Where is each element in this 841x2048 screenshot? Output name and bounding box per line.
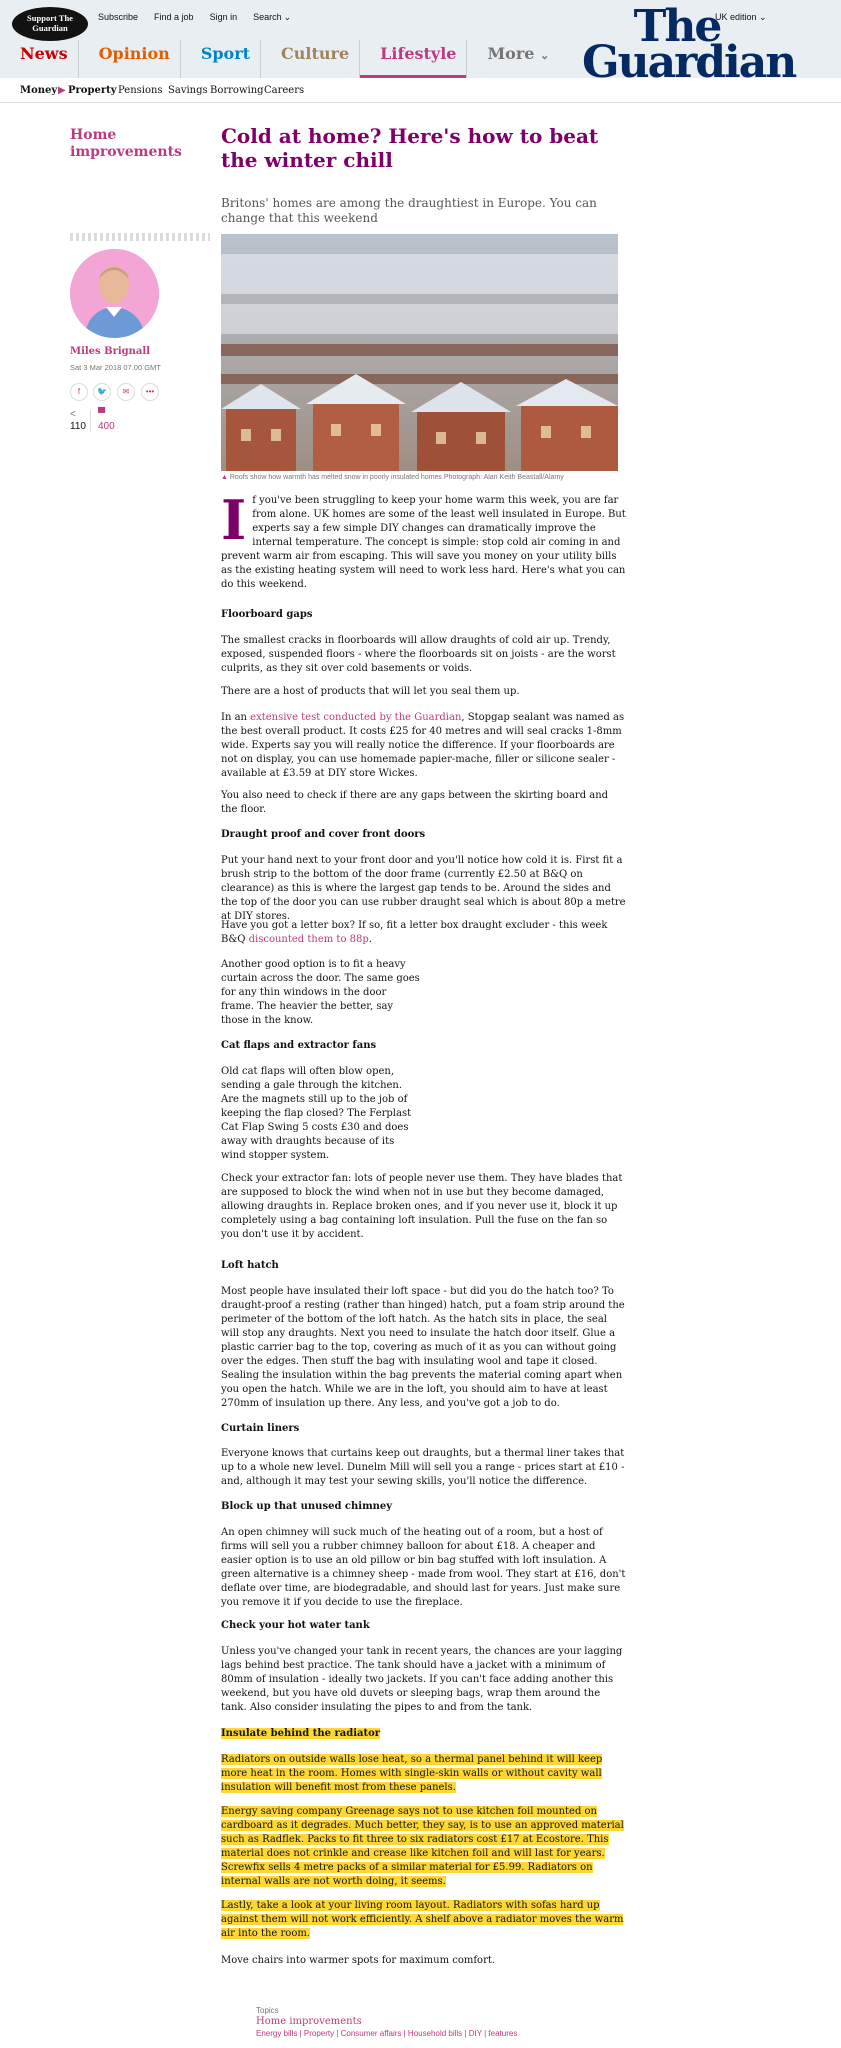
highlighted-text: Energy saving company Greenage says not to use kitchen foil mounted on cardboard as it degrades. Much better, they say, is to use an approved material such as Radflek. Packs to fit three to six radiators cost £17 at Ecostore. This material does not crinkle and crease like kitchen foil and will last for years. Screwfix sells 4 metre packs of a similar material for £5.99. Radiators on internal walls are not worth doing, it seems. — [221, 1806, 624, 1887]
logo-line-1: The — [633, 1, 721, 52]
search-label: Search — [253, 12, 282, 22]
topic-home-improvements[interactable]: Home improvements — [256, 2016, 362, 2027]
subheading-cat-flaps: Cat flaps and extractor fans — [221, 1040, 377, 1051]
image-caption — [221, 474, 621, 481]
sign-in-link[interactable]: Sign in — [209, 12, 238, 22]
paragraph: The smallest cracks in floorboards will allow draughts of cold air up. Trendy, exposed, suspended floors - where the floorboards sit on joists - are the worst culprits, as they sit over cold basements or voids. — [221, 635, 616, 674]
subheading-chimney: Block up that unused chimney — [221, 1501, 393, 1512]
subheading-hot-water-tank: Check your hot water tank — [221, 1620, 370, 1631]
triangle-icon: ▶ — [58, 85, 66, 96]
highlighted-text: Radiators on outside walls lose heat, so a thermal panel behind it will keep more heat in the room. Homes with single-skin walls or without cavity wall insulation will benefit most from these panels. — [221, 1754, 603, 1793]
author-photo — [70, 249, 159, 338]
pillar-news[interactable]: News — [20, 44, 68, 63]
author-avatar[interactable] — [70, 249, 159, 338]
paragraph: Put your hand next to your front door and you'll notice how cold it is. First fit a brush strip to the bottom of the door frame (currently £2.50 at B&Q on clearance) as this is where the largest gap tends to be. Around the sides and the top of the door you can use rubber draught seal which is about 80p a metre at DIY stores. — [221, 855, 626, 922]
paragraph: Everyone knows that curtains keep out draughts, but a thermal liner takes that up to a whole new level. Dunelm Mill will sell you a range - prices start at £10 - and, although it may test your sewing skills, you'll notice the difference. — [221, 1448, 625, 1487]
section-label[interactable]: Home improvements — [70, 127, 182, 160]
email-icon[interactable]: ✉ — [117, 383, 135, 401]
chevron-down-icon: ⌄ — [759, 12, 767, 22]
paragraph: There are a host of products that will let you seal them up. — [221, 686, 520, 697]
subheading-radiator — [221, 1728, 380, 1739]
discount-link[interactable]: discounted them to 88p — [248, 934, 369, 945]
text: In an — [221, 712, 251, 723]
paragraph: Most people have insulated their loft space - but did you do the hatch too? To draught-proof a resting (rather than hinged) hatch, put a foam strip around the perimeter of the bottom of the loft hatch. As the hatch sits in place, the seal will stop any draughts. Next you need to insulate the hatch door itself. Glue a plastic carrier bag to the top, covering as much of it as you can without going over the edges. Then stuff the bag with insulating wool and tape it closed. Sealing the insulation within the bag prevents the material coming apart when you open the hatch. While we are in the loft, you should aim to have at least 270mm of insulation up there. Any less, and you've got a job to do. — [221, 1286, 625, 1409]
paragraph — [221, 1753, 626, 1795]
snowy-roofs-photo — [221, 234, 618, 471]
intro-text: f you've been struggling to keep your home warm this week, you are far from alone. UK homes are some of the least well insulated in Europe. But experts say a few simple DIY changes can dramatically improve the internal temperature. The concept is simple: stop cold air coming in and prevent warm air from escaping. This will save you money on your utility bills as the existing heating system will need to work less hard. Here's what you can do this weekend. — [221, 495, 626, 590]
topics-section — [256, 2006, 656, 2038]
site-header — [0, 0, 841, 88]
subnav-pensions[interactable]: Pensions — [118, 85, 163, 96]
publish-date: Sat 3 Mar 2018 07.00 GMT — [70, 363, 161, 372]
highlighted-text: Insulate behind the radiator — [221, 1728, 381, 1739]
paragraph: Check your extractor fan: lots of people never use them. They have blades that are supposed to block the wind when not in use but they become damaged, allowing draughts in. Replace broken ones, and if you never use it, block it up completely using a bag containing loft insulation. Pull the fuse on the fan so you don't use it by accident. — [221, 1173, 623, 1240]
paragraph: An open chimney will suck much of the heating out of a room, but a host of firms will sell you a rubber chimney balloon for about £18. A cheaper and easier option is to use an old pillow or bin bag stuffed with loft insulation. A green alternative is a chimney sheep - made from wool. They start at £16, don't deflate over time, are biodegradable, and should last for years. Just make sure you remove it if you decide to use the fireplace. — [221, 1527, 626, 1608]
subscribe-link[interactable]: Subscribe — [98, 12, 139, 22]
twitter-icon[interactable]: 🐦 — [93, 383, 111, 401]
more-label: More — [487, 44, 535, 63]
top-links — [98, 12, 307, 23]
paragraph — [221, 919, 626, 947]
pillar-opinion[interactable]: Opinion — [78, 40, 180, 78]
sub-navigation — [0, 78, 841, 103]
pillar-lifestyle[interactable]: Lifestyle — [359, 40, 466, 78]
subnav-savings[interactable]: Savings — [168, 85, 208, 96]
guardian-test-link[interactable]: extensive test conducted by the Guardian — [250, 712, 462, 723]
paragraph: Move chairs into warmer spots for maximum comfort. — [221, 1955, 496, 1966]
subheading-curtain: Curtain liners — [221, 1423, 300, 1434]
subnav-property[interactable]: Property — [68, 85, 117, 96]
divider — [70, 233, 210, 241]
paragraph: Old cat flaps will often blow open, sending a gale through the kitchen. Are the magnets still up to the job of keeping the flap closed? The Ferplast Cat Flap Swing 5 costs £30 and does away with draughts because of its wind stopper system. — [221, 1066, 412, 1161]
text: , Stopgap sealant was named as the best overall product. It costs £25 for 40 metres and will seal cracks 1-8mm wide. Experts say you will really notice the difference. If your floorboards are not on display, you can use homemade papier-mache, filler or silicone sealer - available at £3.59 at DIY store Wickes. — [221, 712, 625, 779]
author-byline[interactable]: Miles Brignall — [70, 346, 150, 357]
subnav-careers[interactable]: Careers — [264, 85, 305, 96]
edition-label: UK edition — [715, 12, 757, 22]
comment-count[interactable]: 400 — [98, 421, 115, 432]
text: Have you got a letter box? If so, fit a letter box draught excluder - this week B&Q — [221, 920, 608, 945]
comment-icon: ▀ — [98, 408, 106, 419]
text: . — [368, 934, 372, 945]
share-count: 110 — [70, 421, 86, 432]
paragraph — [221, 1805, 626, 1889]
logo-line-2: Guardian — [582, 37, 796, 88]
subheading-draught: Draught proof and cover front doors — [221, 829, 426, 840]
pillar-culture[interactable]: Culture — [260, 40, 359, 78]
triangle-icon: ▲ — [221, 474, 230, 481]
paragraph — [221, 1899, 626, 1941]
support-button[interactable]: Support The Guardian — [12, 7, 88, 41]
caption-text: Roofs show how warmth has melted snow in poorly insulated homes Photograph: Alan Keith Beastall/Alamy — [229, 474, 564, 481]
facebook-icon[interactable]: f — [70, 383, 88, 401]
find-job-link[interactable]: Find a job — [154, 12, 194, 22]
pillar-more[interactable] — [466, 40, 559, 78]
article-headline: Cold at home? Here's how to beat the winter chill — [221, 124, 599, 172]
article-standfirst: Britons' homes are among the draughtiest in Europe. You can change that this weekend — [221, 196, 597, 225]
count-divider — [90, 410, 91, 432]
paragraph — [221, 711, 626, 781]
subnav-borrowing[interactable]: Borrowing — [210, 85, 264, 96]
paragraph: Another good option is to fit a heavy curtain across the door. The same goes for any thin windows in the door frame. The heavier the better, say those in the know. — [221, 959, 420, 1026]
pillar-nav — [0, 40, 559, 78]
drop-cap: I — [221, 488, 247, 552]
subheading-floorboard: Floorboard gaps — [221, 609, 313, 620]
article-main-image[interactable] — [221, 234, 618, 471]
intro-paragraph — [221, 488, 626, 592]
search-link[interactable] — [253, 12, 291, 23]
topic-list[interactable]: Energy bills | Property | Consumer affairs | Household bills | DIY | features — [256, 2029, 518, 2038]
paragraph: Unless you've changed your tank in recent years, the chances are your lagging lags behind best practice. The tank should have a jacket with a minimum of 80mm of insulation - ideally two jackets. If you can't face adding another this weekend, but you have old duvets or sleeping bags, wrap them around the tank. Also consider insulating the pipes to and from the tank. — [221, 1646, 623, 1713]
highlighted-text: Lastly, take a look at your living room layout. Radiators with sofas hard up against them will not work efficiently. A shelf above a radiator moves the warm air into the room. — [221, 1900, 624, 1939]
subnav-money[interactable]: Money — [20, 85, 58, 96]
subheading-loft-hatch: Loft hatch — [221, 1260, 279, 1271]
guardian-logo[interactable] — [582, 1, 796, 88]
more-share-icon[interactable]: ••• — [141, 383, 159, 401]
pillar-sport[interactable]: Sport — [180, 40, 260, 78]
paragraph: You also need to check if there are any gaps between the skirting board and the floor. — [221, 790, 609, 815]
topics-label: Topics — [256, 2006, 279, 2015]
share-icon: < — [70, 409, 76, 420]
chevron-down-icon: ⌄ — [283, 12, 292, 22]
chevron-down-icon: ⌄ — [540, 49, 550, 62]
